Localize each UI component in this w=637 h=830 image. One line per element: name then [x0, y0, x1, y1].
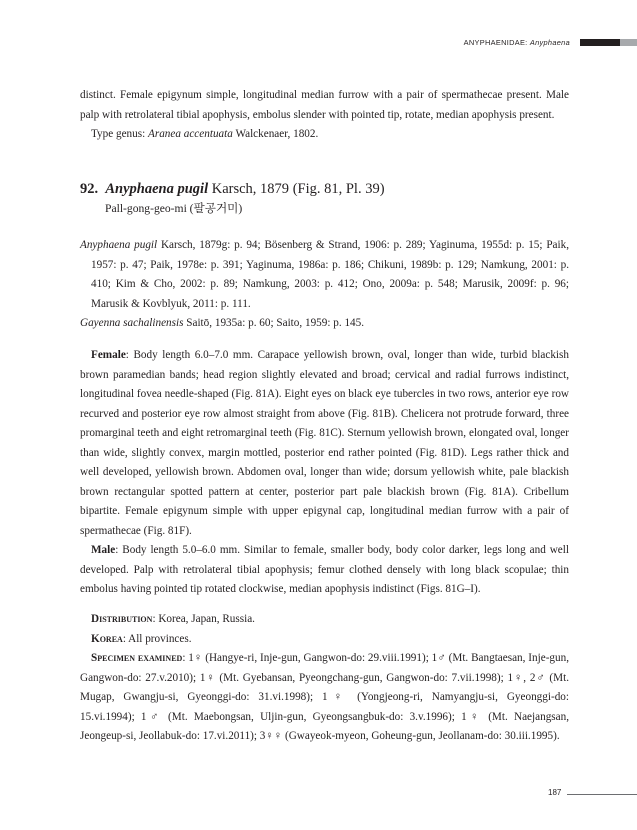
- running-head-gray-bar: [620, 39, 637, 46]
- species-refs: (Fig. 81, Pl. 39): [289, 181, 385, 197]
- type-genus-species: Aranea accentuata: [148, 128, 233, 140]
- running-head-genus: Anyphaena: [529, 37, 570, 47]
- species-korean-name: Pall-gong-geo-mi (팔공거미): [105, 202, 243, 215]
- male-description: [80, 541, 569, 600]
- synonym-citations: Karsch, 1879g: p. 94; Bösenberg & Strand, 1906: p. 289; Yaginuma, 1955d: p. 15; Paik, 1957: p. 47; Paik, 1978e: p. 391; Yaginuma, 1986a: p. 186; Chikuni, 1989b: p. 129; Namkung, 2001: p. 410; Kim & Cho, 2002: p. 89; Namkung, 2003: p. 412; Ono, 2009a: p. 548; Marusik, 2009f: p. 96; Marusik & Kovblyuk, 2011: p. 111.: [91, 239, 569, 310]
- female-text: : Body length 6.0–7.0 mm. Carapace yellowish brown, oval, longer than wide, turbid blackish brown paramedian bands; head region slightly elevated and broad; cervical and radial furrows indistinct, longitudinal fovea needle-shaped (Fig. 81A). Eight eyes on black eye tubercles in two rows, anterior eye row recurved and posterior eye row almost straight from above (Fig. 81B). Chelicera not protrude forward, three promarginal teeth and eight retromarginal teeth (Fig. 81C). Sternum yellowish brown, elongated oval, longer than wide, slightly convex, margin mottled, posterior end rather pointed (Fig. 81D). Legs rather thick and well developed, yellowish brown. Abdomen oval, longer than wide; dorsum yellowish white, pale blackish brown rectangular spotted pattern at center, posterior part pale blackish brown (Fig. 81A). Cribellum bipartite. Female epigynum simple with upper epigynal cap, longitudinal median furrow with a pair of spermathecae (Fig. 81F).: [80, 349, 569, 537]
- synonym-citations: Saitō, 1935a: p. 60; Saito, 1959: p. 145.: [183, 317, 365, 329]
- distribution: [80, 610, 569, 630]
- running-head-text: [464, 38, 570, 47]
- synonymy-entry: [80, 314, 569, 334]
- species-number: 92.: [80, 181, 99, 197]
- type-genus-author: Walckenaer, 1802.: [232, 128, 319, 140]
- korea-distribution: [80, 630, 569, 650]
- specimens-label: Specimen examined: [91, 652, 183, 664]
- genus-description-text: distinct. Female epigynum simple, longitudinal median furrow with a pair of spermathecae present. Male palp with retrolateral tibial apophysis, embolus slender with pointed tip, rotate, median apophysis present.: [80, 89, 569, 121]
- page-number: 187: [548, 788, 562, 797]
- synonym-name: Gayenna sachalinensis: [80, 317, 184, 329]
- korea-label: Korea: [91, 632, 123, 645]
- footer-rule: [567, 794, 637, 795]
- species-author: Karsch, 1879: [208, 181, 290, 197]
- species-heading: [80, 180, 385, 199]
- specimens-text: : 1♀ (Hangye-ri, Inje-gun, Gangwon-do: 29.viii.1991); 1♂ (Mt. Bangtaesan, Inje-gun, Gangwon-do: 27.v.2010); 1♀ (Mt. Gyebansan, Pyeongchang-gun, Gangwon-do: 7.vii.1998); 1♀, 2♂ (Mt. Mugap, Gwangju-si, Gyeonggi-do: 31.vi.1998); 1♀ (Yongjeong-ri, Namyangju-si, Gyeonggi-do: 15.vi.1994); 1♂ (Mt. Maebongsan, Uljin-gun, Gyeongsangbuk-do: 3.v.1996); 1♀ (Mt. Naejangsan, Jeongeup-si, Jeollabuk-do: 17.vi.2011); 3♀♀ (Gwayeok-myeon, Goheung-gun, Jeollanam-do: 30.iii.1995).: [80, 652, 569, 742]
- male-label: Male: [91, 544, 116, 556]
- synonymy-list: [80, 236, 569, 334]
- distribution-section: [80, 610, 569, 747]
- genus-description: [80, 86, 569, 145]
- running-head-dark-bar: [580, 39, 620, 46]
- distribution-label: Distribution: [91, 613, 153, 625]
- synonymy-entry: [80, 236, 569, 314]
- male-text: : Body length 5.0–6.0 mm. Similar to female, smaller body, body color darker, legs long and well developed. Palp with retrolateral tibial apophysis; femur clothed densely with long black scopulae; thin embolus having pointed tip rotated clockwise, median apophysis indistinct (Figs. 81G–I).: [80, 544, 569, 595]
- type-genus: [80, 125, 569, 145]
- running-head: [464, 36, 637, 48]
- female-label: Female: [91, 349, 126, 361]
- distribution-text: : Korea, Japan, Russia.: [152, 613, 255, 625]
- running-head-family: ANYPHAENIDAE:: [463, 37, 530, 47]
- specimens-examined: [80, 649, 569, 747]
- type-genus-label: Type genus:: [91, 128, 149, 140]
- species-name: Anyphaena pugil: [105, 181, 209, 197]
- synonym-name: Anyphaena pugil: [80, 239, 158, 251]
- korea-text: : All provinces.: [122, 632, 192, 645]
- species-description: [80, 346, 569, 600]
- female-description: [80, 346, 569, 541]
